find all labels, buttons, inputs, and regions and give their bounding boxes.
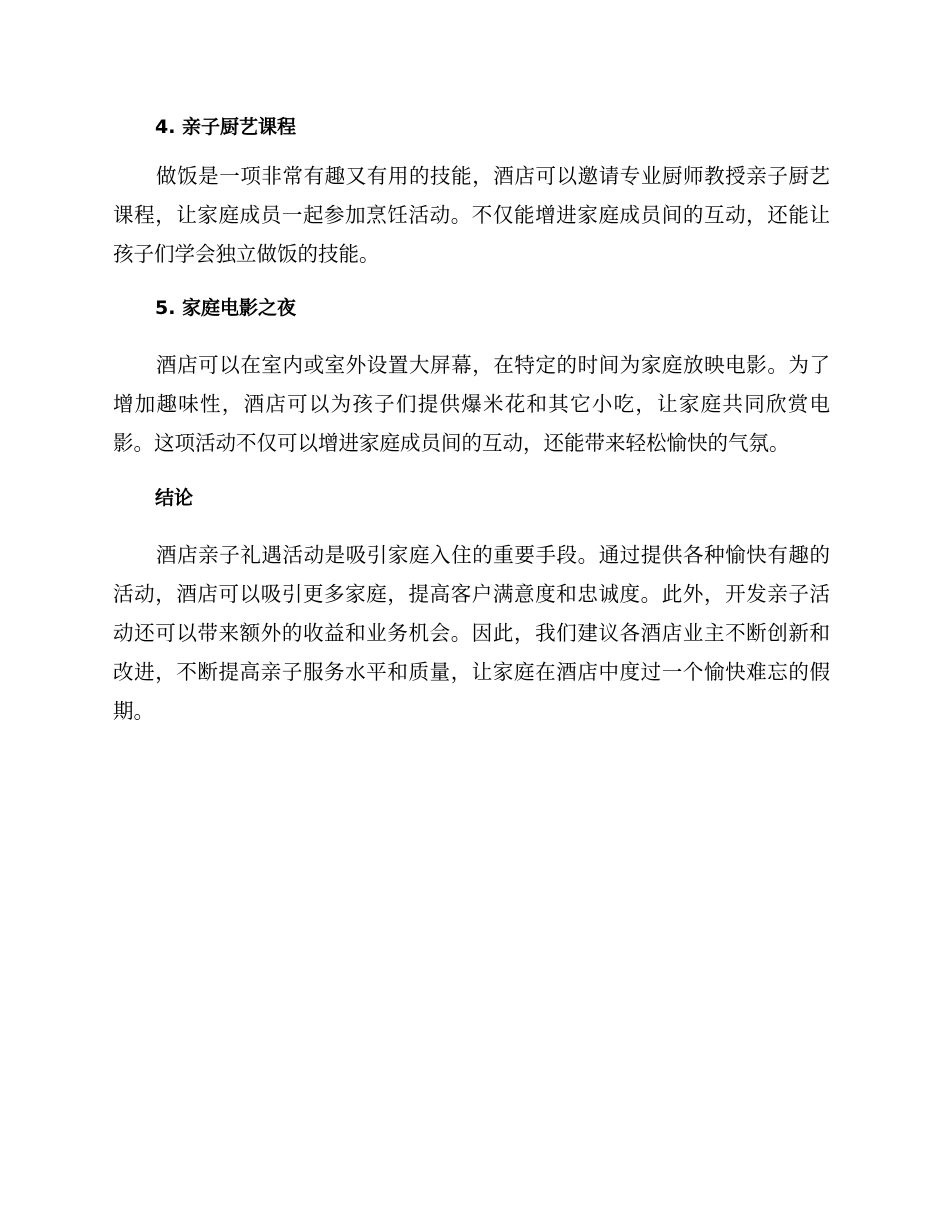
section-heading: 结论 (155, 487, 194, 509)
section-paragraph: 酒店可以在室内或室外设置大屏幕，在特定的时间为家庭放映电影。为了增加趣味性，酒店可以为孩子们提供爆米花和其它小吃，让家庭共同欣赏电影。这项活动不仅可以增进家庭成员间的互动，还能带来轻松愉快的气氛。 (113, 353, 830, 455)
section-heading: 5. 家庭电影之夜 (155, 297, 297, 319)
section-movie-night (113, 289, 830, 463)
section-conclusion (113, 479, 830, 731)
section-paragraph: 做饭是一项非常有趣又有用的技能，酒店可以邀请专业厨师教授亲子厨艺课程，让家庭成员一起参加烹饪活动。不仅能增进家庭成员间的互动，还能让孩子们学会独立做饭的技能。 (113, 164, 830, 266)
section-cooking-class (113, 108, 830, 274)
section-paragraph: 酒店亲子礼遇活动是吸引家庭入住的重要手段。通过提供各种愉快有趣的活动，酒店可以吸引更多家庭，提高客户满意度和忠诚度。此外，开发亲子活动还可以带来额外的收益和业务机会。因此，我们建议各酒店业主不断创新和改进，不断提高亲子服务水平和质量，让家庭在酒店中度过一个愉快难忘的假期。 (113, 543, 830, 723)
section-heading: 4. 亲子厨艺课程 (155, 116, 297, 138)
